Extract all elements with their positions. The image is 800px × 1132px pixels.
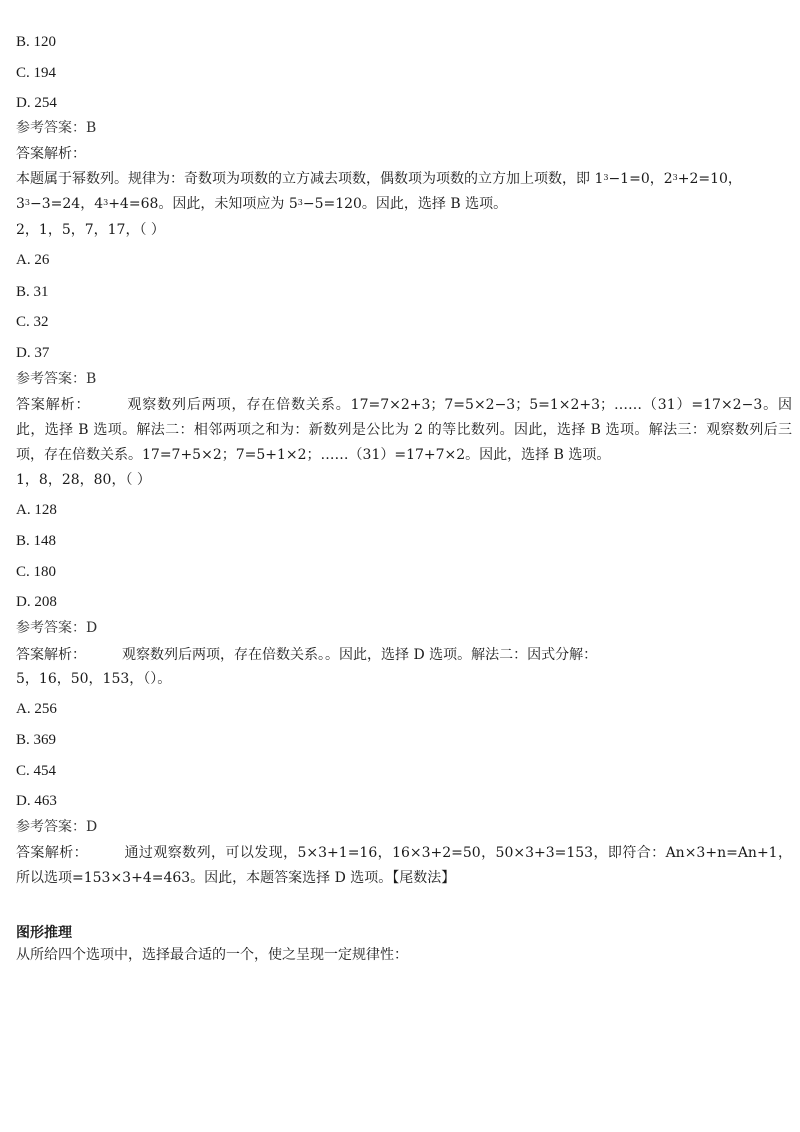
reference-answer: 参考答案：D [16, 819, 98, 835]
option-c: C. 194 [16, 65, 57, 81]
option-c: C. 32 [16, 314, 49, 330]
analysis-text: 答案解析： 观察数列后两项，存在倍数关系。。因此，选择 D 选项。解法二：因式分解： [16, 647, 598, 663]
option-d: D. 37 [16, 345, 50, 361]
option-b: B. 148 [16, 533, 57, 549]
analysis-text: 答案解析： 通过观察数列，可以发现，5×3+1=16，16×3+2=50，50×3+3=153，即符合：An×3+n=An+1，所以选项=153×3+4=463。因此，本题答案选择 D 选项。【尾数法】 [16, 845, 792, 886]
option-d: D. 463 [16, 793, 57, 809]
analysis-text: 答案解析： 观察数列后两项，存在倍数关系。17=7×2+3；7=5×2−3；5=1×2+3；……（31）=17×2−3。因此，选择 B 选项。解法二：相邻两项之和为：新数列是公比为 2 的等比数列。因此，选择 B 选项。解法三：观察数列后三项，存在倍数关系。17=7+5×2；7=5+1×2；……（31）=17+7×2。因此，选择 B 选项。 [16, 397, 792, 463]
option-d: D. 254 [16, 95, 57, 111]
analysis-label: 答案解析： [16, 146, 86, 162]
question-stem: 1，8，28，80，（ ） [16, 472, 151, 488]
option-c: C. 180 [16, 564, 57, 580]
option-a: A. 128 [16, 502, 57, 518]
reference-answer: 参考答案：B [16, 120, 97, 136]
question-stem: 5，16，50，153，（）。 [16, 671, 172, 687]
option-c: C. 454 [16, 763, 57, 779]
reference-answer: 参考答案：B [16, 371, 97, 387]
option-b: B. 369 [16, 732, 57, 748]
reference-answer: 参考答案：D [16, 620, 98, 636]
option-a: A. 26 [16, 252, 50, 268]
analysis-text: 本题属于幂数列。规律为：奇数项为项数的立方减去项数，偶数项为项数的立方加上项数，即 $1^3-1=0$，$2^3+2=10$， $3^3-3=24$，$4^3+4=68$。因此，未知项应为 $5^3-5=120$。因此，选择 B 选项。 [16, 171, 742, 212]
section-title: 图形推理 [16, 925, 72, 941]
question-stem: 2，1，5，7，17，（ ） [16, 222, 165, 238]
section-instruction: 从所给四个选项中，选择最合适的一个，使之呈现一定规律性： [16, 947, 408, 963]
option-a: A. 256 [16, 701, 57, 717]
option-b: B. 31 [16, 284, 49, 300]
option-b: B. 120 [16, 34, 57, 50]
option-d: D. 208 [16, 594, 57, 610]
